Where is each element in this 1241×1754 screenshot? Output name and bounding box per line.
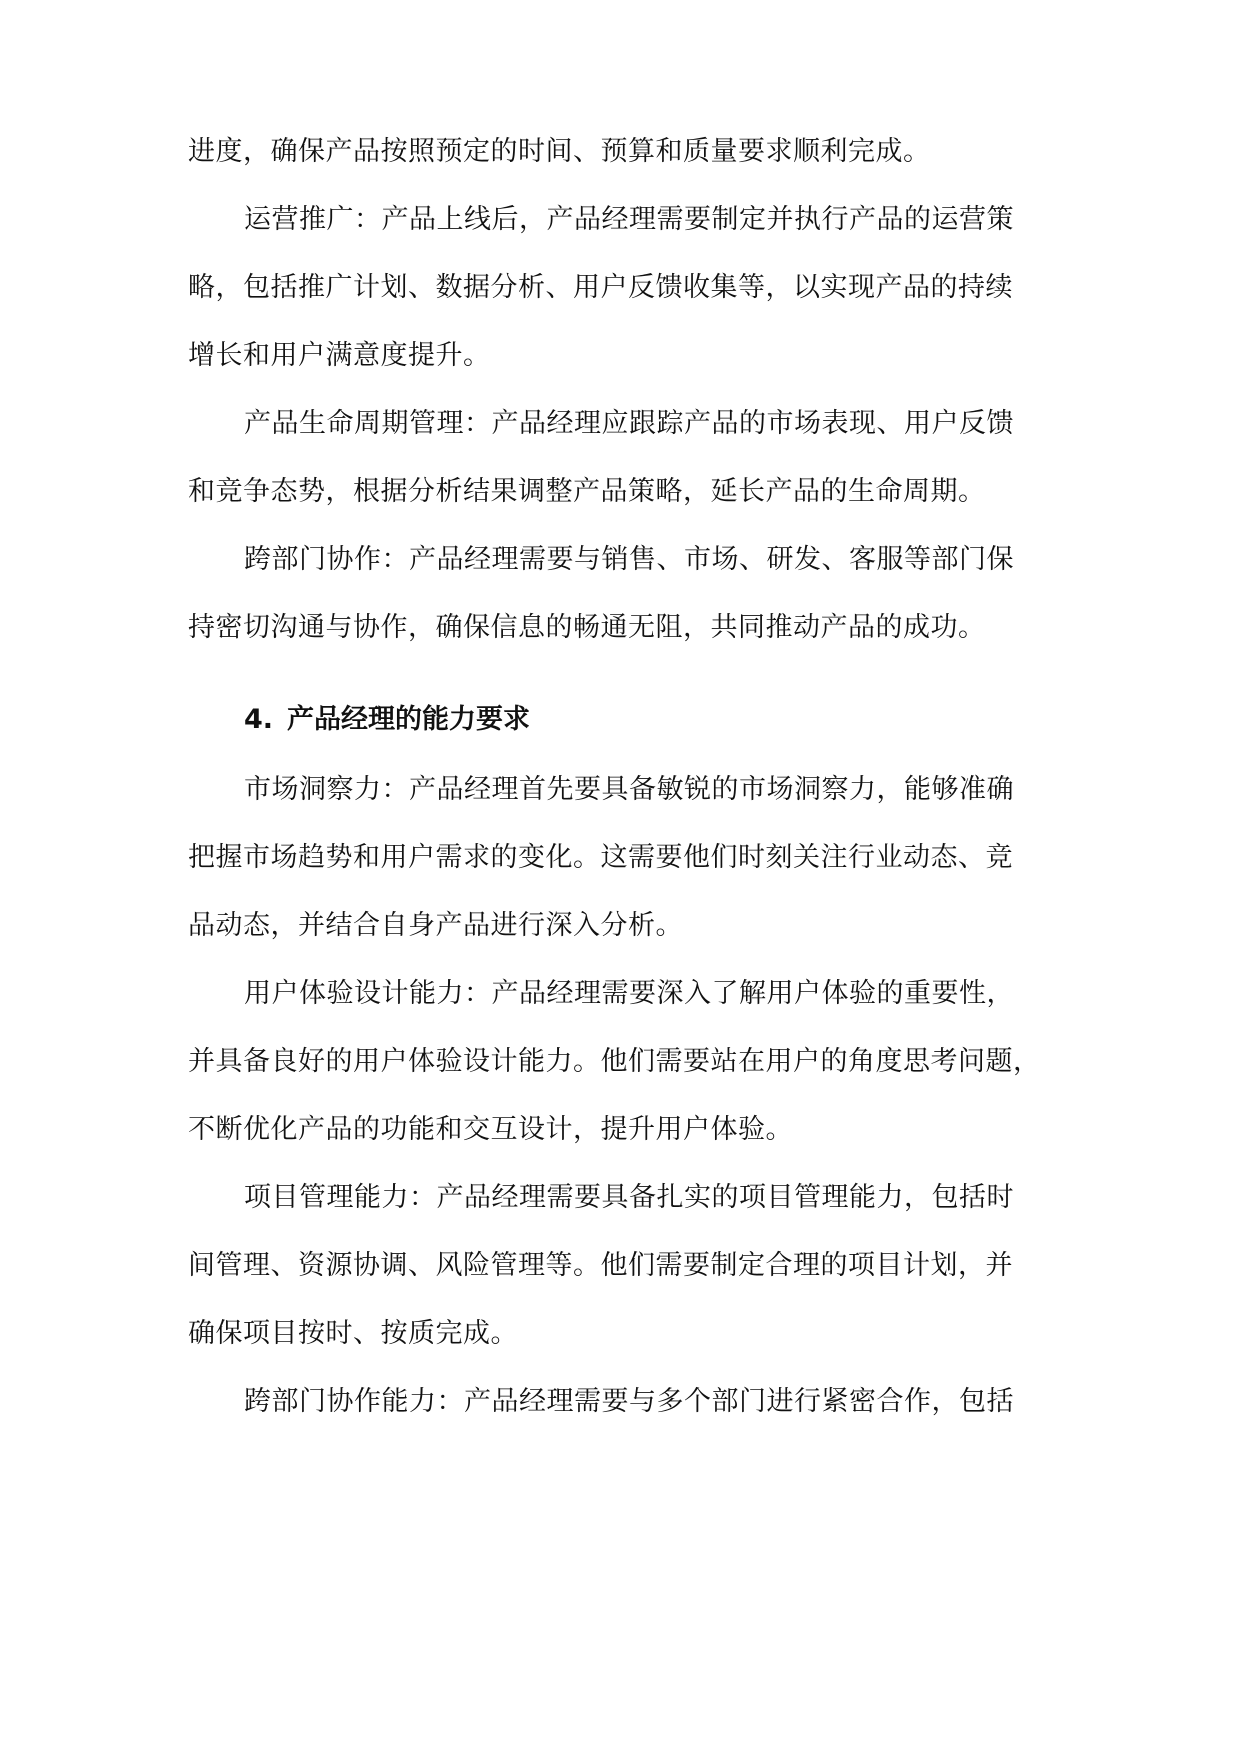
- section-heading: [244, 702, 530, 738]
- paragraph-line: 略，包括推广计划、数据分析、用户反馈收集等，以实现产品的持续: [188, 272, 1013, 303]
- paragraph-line: 并具备良好的用户体验设计能力。他们需要站在用户的角度思考问题，: [188, 1046, 1041, 1077]
- paragraph-line: 项目管理能力：产品经理需要具备扎实的项目管理能力，包括时: [244, 1182, 1014, 1213]
- paragraph-line: 运营推广：产品上线后，产品经理需要制定并执行产品的运营策: [244, 204, 1014, 235]
- paragraph-line: 产品生命周期管理：产品经理应跟踪产品的市场表现、用户反馈: [244, 408, 1014, 439]
- document-page: [188, 0, 1058, 1754]
- paragraph-line: 把握市场趋势和用户需求的变化。这需要他们时刻关注行业动态、竞: [188, 842, 1013, 873]
- paragraph-line: 持密切沟通与协作，确保信息的畅通无阻，共同推动产品的成功。: [188, 612, 986, 643]
- paragraph-line: 跨部门协作能力：产品经理需要与多个部门进行紧密合作，包括: [244, 1386, 1014, 1417]
- paragraph-line: 跨部门协作：产品经理需要与销售、市场、研发、客服等部门保: [244, 544, 1014, 575]
- paragraph-line: 不断优化产品的功能和交互设计，提升用户体验。: [188, 1114, 793, 1145]
- paragraph-line: 市场洞察力：产品经理首先要具备敏锐的市场洞察力，能够准确: [244, 774, 1014, 805]
- paragraph-line: 增长和用户满意度提升。: [188, 340, 491, 371]
- paragraph-line: 间管理、资源协调、风险管理等。他们需要制定合理的项目计划，并: [188, 1250, 1013, 1281]
- paragraph-line: 和竞争态势，根据分析结果调整产品策略，延长产品的生命周期。: [188, 476, 986, 507]
- paragraph-line: 进度，确保产品按照预定的时间、预算和质量要求顺利完成。: [188, 136, 931, 167]
- paragraph-line: 品动态，并结合自身产品进行深入分析。: [188, 910, 683, 941]
- section-title: 产品经理的能力要求: [287, 704, 531, 735]
- paragraph-line: 用户体验设计能力：产品经理需要深入了解用户体验的重要性，: [244, 978, 1014, 1009]
- section-number: 4.: [244, 704, 274, 735]
- paragraph-line: 确保项目按时、按质完成。: [188, 1318, 518, 1349]
